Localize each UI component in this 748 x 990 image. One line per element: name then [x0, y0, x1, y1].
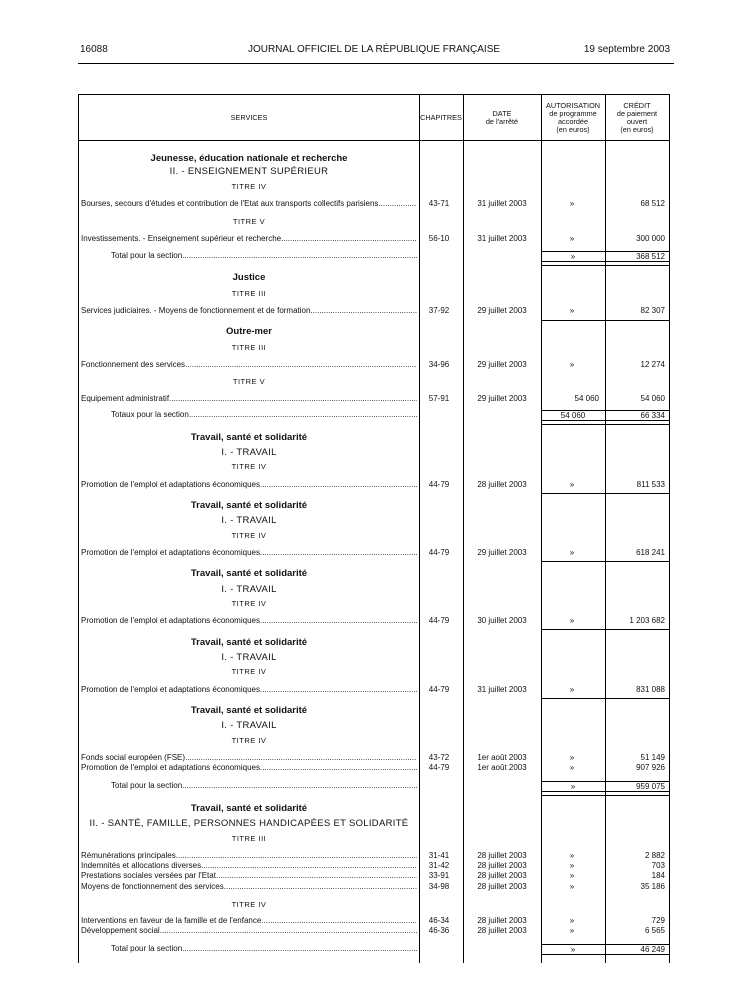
table-row — [79, 548, 669, 558]
row-chapitre: 31-41 — [428, 851, 450, 860]
page-number: 16088 — [80, 44, 108, 55]
row-autorisation: » — [569, 753, 575, 762]
row-credit: 618 241 — [636, 548, 665, 557]
row-autorisation: » — [569, 548, 575, 557]
leader-dots — [310, 306, 417, 316]
table-row — [79, 926, 669, 936]
total-label: Totaux pour la section ..... — [111, 410, 417, 420]
row-chapitre: 44-79 — [428, 685, 450, 694]
row-credit: 12 274 — [640, 360, 665, 369]
row-chapitre: 33-91 — [428, 871, 450, 880]
row-autorisation: » — [569, 763, 575, 772]
leader-dots — [378, 199, 417, 209]
header-separator — [79, 140, 669, 141]
leader-dots — [160, 926, 417, 936]
row-label: Bourses, secours d'études et contribution de l'Etat aux transports collectifs parisiens ..... — [81, 199, 417, 209]
table-row — [79, 916, 669, 926]
row-credit: 2 882 — [644, 851, 665, 860]
table-row — [79, 234, 669, 244]
row-chapitre: 31-42 — [428, 861, 450, 870]
row-chapitre: 57-91 — [428, 394, 450, 403]
section-subtitle: I. - TRAVAIL — [221, 515, 277, 526]
row-label: Développement social ..... — [81, 926, 417, 936]
table-row — [79, 763, 669, 773]
row-date: 29 juillet 2003 — [477, 360, 527, 369]
column-divider — [463, 95, 464, 963]
row-date: 30 juillet 2003 — [477, 616, 527, 625]
row-autorisation: » — [569, 882, 575, 891]
row-autorisation: » — [569, 861, 575, 870]
section-total — [79, 410, 669, 420]
row-label: Equipement administratif ..... — [81, 394, 417, 404]
row-credit: 729 — [651, 916, 665, 925]
section-subtitle: II. - SANTÉ, FAMILLE, PERSONNES HANDICAPÉES ET SOLIDARITÉ — [89, 818, 409, 829]
row-autorisation: » — [569, 234, 575, 243]
row-chapitre: 44-79 — [428, 548, 450, 557]
row-label: Interventions en faveur de la famille et de l'enfance ..... — [81, 916, 417, 926]
journal-title: JOURNAL OFFICIEL DE LA RÉPUBLIQUE FRANÇAISE — [247, 44, 501, 55]
titre-heading: TITRE IV — [231, 462, 267, 471]
row-label: Moyens de fonctionnement des services ..... — [81, 882, 417, 892]
leader-dots — [185, 360, 417, 370]
titre-heading: TITRE III — [231, 834, 267, 843]
row-chapitre: 46-36 — [428, 926, 450, 935]
section-title: Travail, santé et solidarité — [190, 500, 308, 511]
table-row — [79, 306, 669, 316]
row-label: Services judiciaires. - Moyens de fonctionnement et de formation ..... — [81, 306, 417, 316]
table-row — [79, 685, 669, 695]
row-credit: 300 000 — [636, 234, 665, 243]
total-label: Total pour la section ..... — [111, 944, 417, 954]
row-autorisation: 54 060 — [574, 394, 599, 403]
leader-dots — [260, 763, 417, 773]
total-credit: 66 334 — [605, 410, 669, 421]
section-title: Travail, santé et solidarité — [190, 803, 308, 814]
row-label: Promotion de l'emploi et adaptations économiques ..... — [81, 480, 417, 490]
leader-dots — [201, 861, 417, 871]
table-row — [79, 753, 669, 763]
section-rule — [541, 265, 669, 266]
row-credit: 831 088 — [636, 685, 665, 694]
titre-heading: TITRE IV — [231, 900, 267, 909]
table-row — [79, 616, 669, 626]
row-label: Promotion de l'emploi et adaptations économiques ..... — [81, 548, 417, 558]
total-autorisation: » — [541, 944, 605, 955]
titre-heading: TITRE V — [232, 217, 266, 226]
row-date: 31 juillet 2003 — [477, 199, 527, 208]
row-chapitre: 44-79 — [428, 616, 450, 625]
section-total — [79, 781, 669, 791]
table-row — [79, 861, 669, 871]
row-autorisation: » — [569, 306, 575, 315]
section-title: Travail, santé et solidarité — [190, 568, 308, 579]
row-date: 28 juillet 2003 — [477, 861, 527, 870]
row-chapitre: 34-98 — [428, 882, 450, 891]
row-date: 28 juillet 2003 — [477, 916, 527, 925]
section-title: Travail, santé et solidarité — [190, 637, 308, 648]
row-credit: 51 149 — [640, 753, 665, 762]
row-chapitre: 34-96 — [428, 360, 450, 369]
row-credit: 54 060 — [640, 394, 665, 403]
row-autorisation: » — [569, 926, 575, 935]
section-rule — [541, 561, 669, 562]
leader-dots — [176, 851, 417, 861]
titre-heading: TITRE IV — [231, 531, 267, 540]
section-subtitle: I. - TRAVAIL — [221, 652, 277, 663]
row-label: Fonctionnement des services ..... — [81, 360, 417, 370]
row-autorisation: » — [569, 871, 575, 880]
row-credit: 811 533 — [636, 480, 665, 489]
row-label: Indemnités et allocations diverses ..... — [81, 861, 417, 871]
row-label: Promotion de l'emploi et adaptations économiques ..... — [81, 616, 417, 626]
table-row — [79, 360, 669, 370]
section-total — [79, 944, 669, 954]
section-subtitle: I. - TRAVAIL — [221, 720, 277, 731]
section-title: Travail, santé et solidarité — [190, 705, 308, 716]
titre-heading: TITRE IV — [231, 599, 267, 608]
titre-heading: TITRE V — [232, 377, 266, 386]
row-date: 28 juillet 2003 — [477, 882, 527, 891]
row-label: Rémunérations principales ..... — [81, 851, 417, 861]
row-credit: 184 — [651, 871, 665, 880]
table-row — [79, 394, 669, 404]
titre-heading: TITRE IV — [231, 182, 267, 191]
row-credit: 35 186 — [640, 882, 665, 891]
section-subtitle: I. - TRAVAIL — [221, 447, 277, 458]
leader-dots — [216, 871, 417, 881]
column-divider — [419, 95, 420, 963]
leader-dots — [260, 548, 417, 558]
row-autorisation: » — [569, 616, 575, 625]
column-header-services: SERVICES — [230, 112, 268, 122]
row-date: 28 juillet 2003 — [477, 926, 527, 935]
row-autorisation: » — [569, 360, 575, 369]
leader-dots — [169, 394, 417, 404]
total-credit: 46 249 — [605, 944, 669, 955]
leader-dots — [182, 781, 417, 791]
column-divider — [541, 95, 542, 963]
row-date: 28 juillet 2003 — [477, 871, 527, 880]
row-chapitre: 44-79 — [428, 763, 450, 772]
titre-heading: TITRE IV — [231, 736, 267, 745]
titre-heading: TITRE III — [231, 289, 267, 298]
leader-dots — [260, 616, 417, 626]
row-chapitre: 56-10 — [428, 234, 450, 243]
section-rule — [541, 795, 669, 796]
row-label: Investissements. - Enseignement supérieur et recherche ..... — [81, 234, 417, 244]
total-label: Total pour la section ..... — [111, 781, 417, 791]
column-header-credit: CRÉDIT de paiement ouvert (en euros) — [616, 100, 658, 134]
section-rule — [541, 320, 669, 321]
section-title: Justice — [232, 272, 266, 283]
row-date: 31 juillet 2003 — [477, 234, 527, 243]
leader-dots — [224, 882, 417, 892]
row-chapitre: 37-92 — [428, 306, 450, 315]
total-autorisation: » — [541, 781, 605, 792]
row-credit: 82 307 — [640, 306, 665, 315]
total-autorisation: 54 060 — [541, 410, 605, 421]
leader-dots — [185, 753, 417, 763]
leader-dots — [260, 685, 417, 695]
row-autorisation: » — [569, 199, 575, 208]
total-autorisation: » — [541, 251, 605, 262]
table-row — [79, 480, 669, 490]
row-date: 29 juillet 2003 — [477, 306, 527, 315]
row-credit: 703 — [651, 861, 665, 870]
row-chapitre: 43-72 — [428, 753, 450, 762]
total-label: Total pour la section ..... — [111, 251, 417, 261]
row-chapitre: 43-71 — [428, 199, 450, 208]
section-subtitle: I. - TRAVAIL — [221, 584, 277, 595]
section-title: Outre-mer — [226, 326, 272, 337]
row-date: 31 juillet 2003 — [477, 685, 527, 694]
table-row — [79, 882, 669, 892]
section-title: Travail, santé et solidarité — [190, 432, 308, 443]
header-rule — [78, 63, 674, 64]
leader-dots — [189, 410, 417, 420]
row-autorisation: » — [569, 685, 575, 694]
row-credit: 6 565 — [644, 926, 665, 935]
column-header-chapitres: CHAPITRES — [420, 112, 462, 122]
row-label: Promotion de l'emploi et adaptations économiques ..... — [81, 763, 417, 773]
section-rule — [541, 493, 669, 494]
section-subtitle: II. - ENSEIGNEMENT SUPÉRIEUR — [169, 166, 329, 177]
row-credit: 68 512 — [640, 199, 665, 208]
row-label: Fonds social européen (FSE) ..... — [81, 753, 417, 763]
section-title: Jeunesse, éducation nationale et recherche — [150, 153, 348, 164]
column-header-date: DATE de l'arrêté — [485, 108, 519, 126]
row-autorisation: » — [569, 851, 575, 860]
section-rule — [541, 424, 669, 425]
row-date: 1er août 2003 — [477, 753, 527, 762]
row-chapitre: 44-79 — [428, 480, 450, 489]
titre-heading: TITRE III — [231, 343, 267, 352]
section-rule — [541, 629, 669, 630]
table-row — [79, 199, 669, 209]
row-chapitre: 46-34 — [428, 916, 450, 925]
leader-dots — [260, 480, 417, 490]
row-label: Promotion de l'emploi et adaptations économiques ..... — [81, 685, 417, 695]
titre-heading: TITRE IV — [231, 667, 267, 676]
row-date: 29 juillet 2003 — [477, 394, 527, 403]
leader-dots — [261, 916, 417, 926]
leader-dots — [281, 234, 417, 244]
column-divider — [605, 95, 606, 963]
row-label: Prestations sociales versées par l'Etat ..... — [81, 871, 417, 881]
table-row — [79, 871, 669, 881]
total-credit: 368 512 — [605, 251, 669, 262]
publication-date: 19 septembre 2003 — [583, 44, 670, 55]
row-autorisation: » — [569, 480, 575, 489]
row-date: 28 juillet 2003 — [477, 851, 527, 860]
row-credit: 907 926 — [636, 763, 665, 772]
row-autorisation: » — [569, 916, 575, 925]
row-date: 28 juillet 2003 — [477, 480, 527, 489]
leader-dots — [182, 944, 417, 954]
credits-table — [78, 94, 670, 963]
table-row — [79, 851, 669, 861]
column-header-autorisation: AUTORISATION de programme accordée (en euros) — [545, 100, 601, 134]
row-date: 1er août 2003 — [477, 763, 527, 772]
leader-dots — [182, 251, 417, 261]
total-credit: 959 075 — [605, 781, 669, 792]
row-credit: 1 203 682 — [629, 616, 665, 625]
section-total — [79, 251, 669, 261]
section-rule — [541, 698, 669, 699]
row-date: 29 juillet 2003 — [477, 548, 527, 557]
